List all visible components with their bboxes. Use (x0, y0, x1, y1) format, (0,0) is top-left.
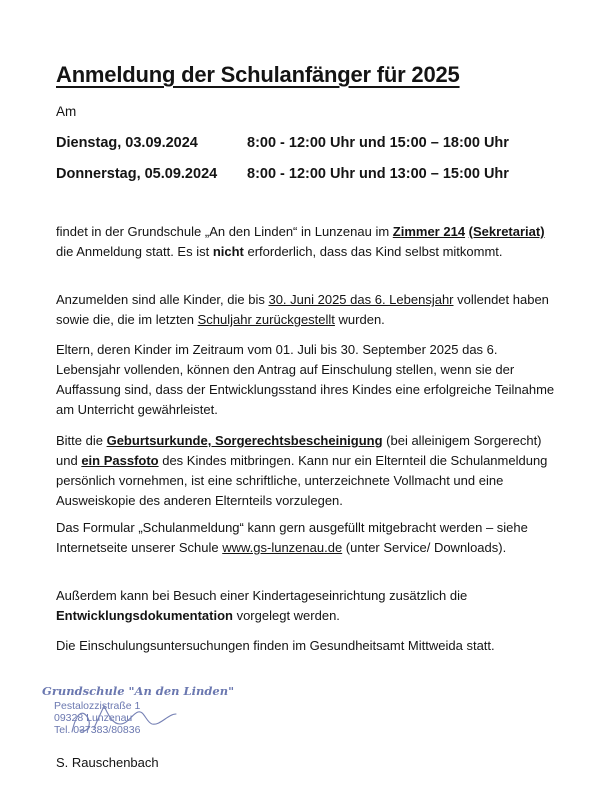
stamp-phone: Tel. 037383/80836 (54, 724, 141, 736)
text-run: Anzumelden sind alle Kinder, die bis (56, 292, 269, 307)
text-run: (bei alleinigem Sorgerecht) und (56, 433, 542, 468)
intro-text: Am (56, 104, 77, 119)
text-run: wurden. (334, 312, 385, 327)
text-run: Außerdem kann bei Besuch einer Kindertageseinrichtung zusätzlich die (56, 588, 468, 603)
text-run: vorgelegt werden. (232, 608, 340, 623)
schedule-day-1: Dienstag, 03.09.2024 (56, 135, 198, 151)
schedule-time-2: 8:00 - 12:00 Uhr und 13:00 – 15:00 Uhr (247, 166, 509, 182)
text-run: vollendet haben sowie die, die im letzten (56, 292, 549, 327)
text-run: findet in der Grundschule „An den Linden“ in Lunzenau im (56, 224, 393, 239)
paragraph-health-check: Die Einschulungsuntersuchungen finden im Gesundheitsamt Mittweida statt. (56, 638, 495, 653)
paragraph-documents (56, 431, 556, 511)
stamp-city: 09328 Lunzenau (54, 712, 133, 724)
text-run: (unter Service/ Downloads). (342, 540, 507, 555)
required-documents: Geburtsurkunde, Sorgerechtsbescheinigung (106, 433, 383, 448)
development-documentation: Entwicklungsdokumentation (56, 608, 233, 623)
deferred-note: Schuljahr zurückgestellt (197, 312, 335, 327)
room-number: Zimmer 214 (392, 224, 466, 239)
paragraph-location (56, 222, 556, 262)
document-title: Anmeldung der Schulanfänger für 2025 (56, 62, 460, 87)
text-run: des Kindes mitbringen. Kann nur ein Elternteil die Schulanmeldung persönlich vornehmen, ist eine schriftliche, unterzeichnete Vollmacht und eine Ausweiskopie des anderen Elternteils vorzulegen. (56, 453, 548, 508)
school-website-link[interactable]: www.gs-lunzenau.de (222, 540, 343, 555)
room-label: (Sekretariat) (468, 224, 545, 239)
text-run: Das Formular „Schulanmeldung“ kann gern ausgefüllt mitgebracht werden – siehe Internetseite unserer Schule (56, 520, 528, 555)
paragraph-early-enrollment: Eltern, deren Kinder im Zeitraum vom 01. Juli bis 30. September 2025 das 6. Lebensjahr vollenden, können den Antrag auf Einschulung stellen, wenn sie der Auffassung sind, dass der Entwicklungsstand ihres Kindes eine erfolgreiche Teilnahme am Unterricht gewährleistet. (56, 342, 555, 417)
paragraph-eligibility (56, 290, 556, 330)
paragraph-form (56, 518, 556, 558)
signer-name: S. Rauschenbach (56, 755, 159, 770)
paragraph-development-doc (56, 586, 556, 626)
stamp-street: Pestalozzistraße 1 (54, 700, 141, 712)
text-run: die Anmeldung statt. Es ist (56, 244, 213, 259)
text-run: Bitte die (56, 433, 107, 448)
cutoff-date: 30. Juni 2025 das 6. Lebensjahr (268, 292, 454, 307)
emphasis-nicht: nicht (212, 244, 244, 259)
handwritten-signature (42, 684, 212, 744)
stamp-school-name: Grundschule "An den Linden" (42, 684, 235, 698)
passport-photo: ein Passfoto (81, 453, 159, 468)
school-stamp (42, 684, 235, 744)
schedule-day-2: Donnerstag, 05.09.2024 (56, 166, 218, 182)
schedule-time-1: 8:00 - 12:00 Uhr und 15:00 – 18:00 Uhr (247, 135, 509, 151)
text-run: erforderlich, dass das Kind selbst mitkommt. (243, 244, 503, 259)
